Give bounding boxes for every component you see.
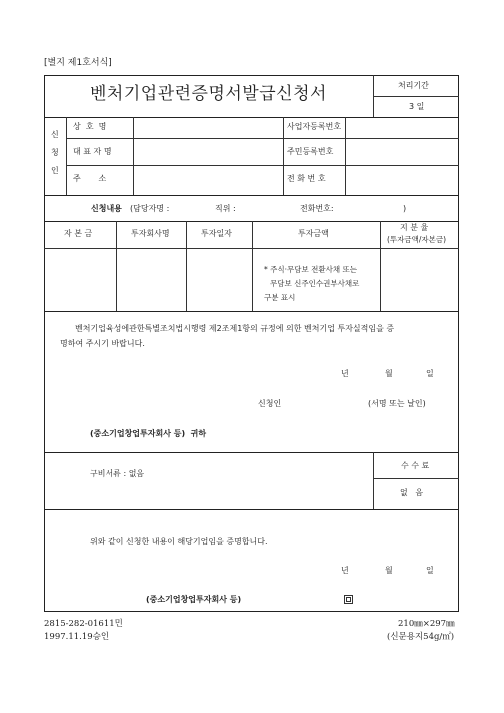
processing-period-label: 처리기간 bbox=[398, 81, 429, 90]
certification-text: 위와 같이 신청한 내용이 해당기업임을 증명합니다. bbox=[90, 537, 268, 546]
contact-position-label: 직위 : bbox=[215, 204, 236, 213]
footer-paper-size: 210㎜×297㎜ bbox=[398, 619, 455, 629]
address-field[interactable] bbox=[134, 166, 282, 194]
resident-reg-no-label: 주민등록번호 bbox=[287, 147, 334, 156]
sign-or-seal-label: (서명 또는 날인) bbox=[368, 399, 426, 408]
applicant-side-label-1: 신 bbox=[51, 130, 59, 139]
statement-line2: 명하여 주시기 바랍니다. bbox=[60, 339, 145, 348]
representative-field[interactable] bbox=[134, 139, 282, 164]
address-label: 주 소 bbox=[73, 174, 107, 183]
investor-header: 투자회사명 bbox=[131, 229, 170, 238]
investment-note-line1: * 주식·무담보 전환사채 또는 bbox=[264, 265, 357, 274]
form-title: 벤처기업관련증명서발급신청서 bbox=[90, 84, 327, 104]
representative-label: 대 표 자 명 bbox=[73, 147, 112, 156]
company-name-field[interactable] bbox=[134, 118, 282, 137]
required-documents: 구비서류 : 없음 bbox=[90, 469, 145, 478]
statement-year: 년 bbox=[341, 369, 349, 378]
request-label: 신청내용 bbox=[91, 204, 122, 213]
footer-code: 2815-282-01611민 bbox=[44, 619, 123, 629]
issuer-label: (중소기업창업투자회사 등) bbox=[146, 595, 242, 604]
ratio-header-line1: 지 분 율 bbox=[400, 223, 429, 232]
invest-date-header: 투자일자 bbox=[201, 229, 232, 238]
form-number: [별지 제1호서식] bbox=[44, 58, 112, 68]
contact-name-label: (담당자명 : bbox=[130, 204, 170, 213]
certification-year: 년 bbox=[341, 566, 349, 575]
ratio-header-line2: (투자금액/자본금) bbox=[387, 235, 447, 244]
investor-cell[interactable] bbox=[117, 249, 185, 310]
footer-paper-type: (신문용지54g/㎡) bbox=[387, 632, 455, 642]
addressee: (중소기업창업투자회사 등) 귀하 bbox=[90, 429, 207, 438]
statement-month: 월 bbox=[385, 369, 393, 378]
certification-day: 일 bbox=[426, 566, 434, 575]
resident-reg-no-field[interactable] bbox=[346, 139, 458, 164]
invest-date-cell[interactable] bbox=[187, 249, 251, 310]
contact-phone-label: 전화번호: bbox=[300, 204, 334, 213]
capital-header: 자 본 금 bbox=[64, 229, 93, 238]
certification-month: 월 bbox=[385, 566, 393, 575]
business-reg-no-label: 사업자등록번호 bbox=[287, 122, 342, 131]
statement-day: 일 bbox=[426, 369, 434, 378]
capital-cell[interactable] bbox=[45, 249, 115, 310]
fee-label: 수 수 료 bbox=[401, 461, 430, 470]
applicant-side-label-3: 인 bbox=[51, 166, 59, 175]
business-reg-no-field[interactable] bbox=[346, 118, 458, 137]
ratio-cell[interactable] bbox=[381, 249, 458, 310]
fee-value: 없 음 bbox=[400, 488, 424, 497]
phone-label: 전 화 번 호 bbox=[287, 174, 326, 183]
invest-amount-header: 투자금액 bbox=[298, 229, 329, 238]
applicant-side-label-2: 청 bbox=[51, 148, 59, 157]
footer-approval: 1997.11.19승인 bbox=[44, 632, 110, 642]
processing-period-value: 3 일 bbox=[409, 102, 425, 111]
statement-line1: 벤처기업육성에관한특별조치법시행령 제2조제1항의 규정에 의한 벤처기업 투자실적임을 증 bbox=[75, 324, 395, 333]
contact-close-paren: ) bbox=[403, 204, 407, 213]
company-name-label: 상 호 명 bbox=[73, 122, 107, 131]
seal-mark-icon bbox=[344, 595, 353, 604]
applicant-sign-label: 신청인 bbox=[258, 399, 282, 408]
phone-field[interactable] bbox=[346, 166, 458, 194]
investment-note-line3: 구분 표시 bbox=[264, 293, 296, 302]
investment-note-line2: 무담보 신주인수권부사채로 bbox=[270, 279, 360, 288]
